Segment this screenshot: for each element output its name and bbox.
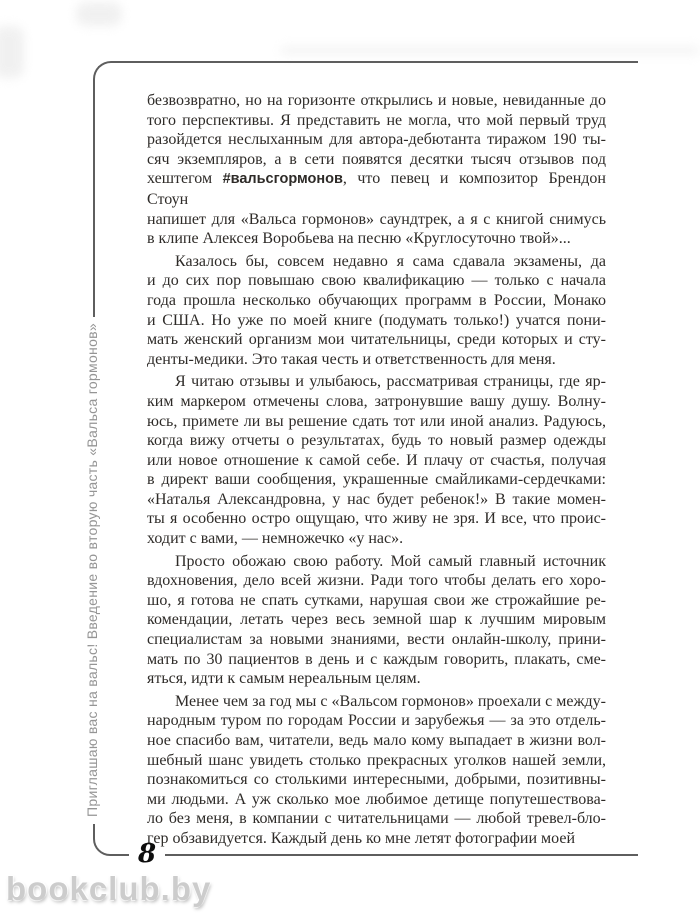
text-line: или новое отношение к самой себе. И плачу от счастья, получая — [147, 451, 606, 469]
text-line: и США. Но уже по моей книге (подумать только!) учатся пони- — [147, 311, 606, 329]
frame-rule-bottom-curve — [93, 824, 129, 856]
text-line: комендации, летать через весь земной шар к лучшим мировым — [147, 611, 606, 629]
text-line: и до сих пор повышаю свою квалификацию — только с начала — [147, 272, 606, 290]
text-line: гер обзавидуется. Каждый день ко мне летят фотографии моей — [147, 829, 576, 847]
text-line: денты-медики. Это такая честь и ответственность для меня. — [147, 350, 556, 368]
text-line: разойдется неслыханным для автора-дебютанта тиражом 190 ты- — [147, 131, 606, 149]
text-line: когда вижу отчеты о результатах, будь то новый размер одежды — [147, 432, 606, 450]
text-line: Менее чем за год мы с «Вальсом гормонов» проехали с между- — [175, 692, 606, 710]
text-line: ходит с вами, — немножечко «у нас». — [147, 530, 404, 548]
text-line: шо, я готова не спать сутками, нарушая свои же строжайшие ре- — [147, 591, 606, 609]
text-line: хештегом #вальсгормонов, что певец и композитор Брендон Стоун — [147, 170, 606, 208]
text-line: безвозвратно, но на горизонте открылись и новые, невиданные до — [147, 92, 606, 109]
paragraph — [147, 91, 606, 249]
text-line: специалистам за новыми знаниями, вести онлайн-школу, прини- — [147, 631, 606, 649]
scan-artifact — [280, 46, 700, 55]
paragraph — [147, 252, 606, 370]
page-number: 8 — [137, 839, 157, 869]
text-line: Я читаю отзывы и улыбаюсь, рассматривая страницы, где яр- — [175, 373, 606, 391]
text-line: юсь, примете ли вы решение сдать тот или иной анализ. Радуюсь, — [147, 412, 606, 430]
text-line: познакомиться со столькими интересными, добрыми, позитивны- — [147, 771, 606, 789]
text-line: мать женский организм мои читательницы, среди которых и сту- — [147, 331, 606, 349]
text-line: ное спасибо вам, читатели, ведь мало кому выпадает в жизни вол- — [147, 732, 606, 749]
text-line: шебный шанс увидеть столько прекрасных уголков нашей земли, — [147, 751, 606, 769]
text-line: сяч экземпляров, а в сети появятся десятки тысяч отзывов под — [147, 150, 606, 168]
paragraph — [147, 372, 606, 548]
text-line: ким маркером отмечены слова, затронувшие вашу душу. Волну- — [147, 392, 606, 410]
text-line: года прошла несколько обучающих программ в России, Монако — [147, 291, 606, 309]
hashtag-text: #вальсгормонов — [222, 171, 343, 188]
text-line: вдохновения, дело всей жизни. Ради того чтобы делать его хоро- — [147, 572, 606, 590]
text-line: в директ ваши сообщения, украшенные смайликами-сердечками: — [147, 471, 606, 489]
text-line: мать по 30 пациентов в день и с каждым говорить, плакать, сме- — [147, 650, 606, 668]
scan-artifact — [76, 2, 122, 26]
text-line: народным туром по городам России и зарубежья — за это отдель- — [147, 712, 606, 730]
text-line: в клипе Алексея Воробьева на песню «Круглосуточно твой»... — [147, 230, 571, 248]
paragraph — [147, 692, 606, 849]
text-line: «Наталья Александровна, у нас будет ребенок!» В такие момен- — [147, 490, 606, 508]
text-line: Просто обожаю свою работу. Мой самый главный источник — [175, 552, 606, 570]
text-line: ми людьми. А уж сколько мое любимое детище попутешествова- — [147, 790, 606, 808]
text-line: ты я особенно остро ощущаю, что живу не зря. И все, что проис- — [147, 510, 606, 528]
text-line: ло без меня, в компании с читательницами — любой тревел-бло- — [147, 810, 606, 828]
text-line: Казалось бы, совсем недавно я сама сдавала экзамены, да — [175, 252, 606, 270]
text-line: того перспективы. Я представить не могла, что мой первый труд — [147, 111, 606, 129]
watermark: bookclub.by — [6, 870, 212, 907]
text-line: напишет для «Вальса гормонов» саундтрек, а я с книгой снимусь — [147, 210, 606, 228]
scan-artifact — [0, 26, 24, 78]
paragraph — [147, 552, 606, 689]
frame-rule-bottom — [165, 854, 638, 856]
sidebar-vertical-caption: Приглашаю вас на вальс! Введение во вторую часть «Вальса гормонов» — [84, 323, 100, 817]
text-line: яться, идти к самым нереальным целям. — [147, 670, 421, 688]
body-text — [147, 91, 606, 849]
